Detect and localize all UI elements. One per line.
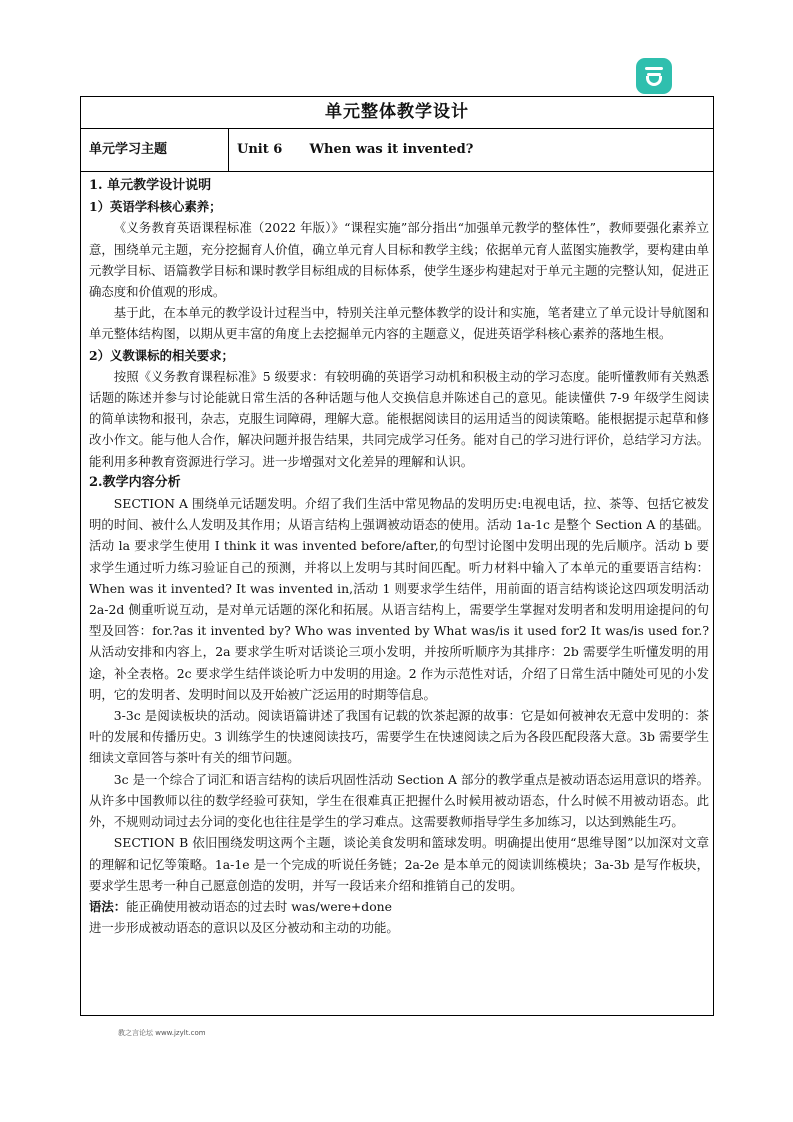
paragraph: 按照《义务教育课程标准》5 级要求：有较明确的英语学习动机和积极主动的学习态度。能听懂教师有关熟悉话题的陈述并参与讨论能就日常生活的各种话题与他人交换信息并陈述自己的意见。能读懂供 7-9 年级学生阅读的简单读物和报刊，杂志，克服生词障碍，理解大意。能根据阅读目的运用适当的阅读策略。能根据提示起草和修改小作文。能与他人合作，解决问题并报告结果，共同完成学习任务。能对自己的学习进行评价，总结学习方法。能利用多种教育资源进行学习。进一步增强对文化差异的理解和认识。 <box>89 368 709 469</box>
grammar-label: 语法： <box>89 898 127 914</box>
paragraph: 基于此，在本单元的教学设计过程当中，特别关注单元整体教学的设计和实施，笔者建立了单元设计导航图和单元整体结构图，以期从更丰富的角度上去挖掘单元内容的主题意义，促进英语学科核心素养的落地生根。 <box>89 305 709 342</box>
paragraph: SECTION A 围绕单元话题发明。介绍了我们生活中常见物品的发明历史:电视电话，拉、茶等、包括它被发明的时间、被什么人发明及其作用；从语言结构上强调被动语态的使用。活动 1a-1c 是整个 Section A 的基础。活动 la 要求学生使用 I think it was invented before/after,的句型讨论图中发明出现的先后顺序。活动 b 要求学生通过听力练习验证自己的预测，并将以上发明与其时间匹配。听力材料中输入了本单元的重要语言结构：When was it invented? It was invented in,活动 1 则要求学生结伴，用前面的语言结构谈论这四项发明活动 2a-2d 侧重听说互动，是对单元话题的深化和拓展。从语言结构上，需要学生掌握对发明者和发明用途提问的句型及回答：for.?as it invented by? Who was invented by What was/is it used for2 It was/is used for.?从活动安排和内容上，2a 要求学生听对话谈论三项小发明，并按所听顺序为其排序：2b 需要学生听懂发明的用途，补全表格。2c 要求学生结伴谈论听力中发明的用途。2 作为示范性对话，介绍了日常生活中随处可见的小发明，它的发明者、发明时间以及开始被广泛运用的时期等信息。 <box>89 496 709 702</box>
subsection-2-heading: 2）义教课标的相关要求； <box>89 347 234 363</box>
paragraph: 进一步形成被动语态的意识以及区分被动和主动的功能。 <box>89 920 399 936</box>
page-title: 单元整体教学设计 <box>81 97 713 129</box>
paragraph: SECTION B 依旧围绕发明这两个主题，谈论美食发明和篮球发明。明确提出使用“思维导图”以加深对文章的理解和记忆等策略。1a-1e 是一个完成的听说任务链；2a-2e 是本单元的阅读训练模块；3a-3b 是写作板块，要求学生思考一种自己愿意创造的发明，并写一段话来介绍和推销自己的发明。 <box>89 835 709 893</box>
section-1-heading: 1. 单元教学设计说明 <box>89 178 212 193</box>
section-2-heading: 2.教学内容分析 <box>89 474 181 490</box>
document-table <box>80 96 714 1016</box>
grammar-line <box>89 896 709 917</box>
paragraph: 《义务教育英语课程标准（2022 年版）》“课程实施”部分指出“加强单元教学的整体性”，教师要强化素养立意，围绕单元主题，充分挖掘育人价值，确立单元育人目标和教学主线；依据单元育人蓝图实施教学，要构建由单元教学目标、语篇教学目标和课时教学目标组成的目标体系，使学生逐步构建起对于单元主题的完整认知，促进正确态度和价值观的形成。 <box>89 220 709 300</box>
grammar-text: 能正确使用被动语态的过去时 was/were+done <box>126 898 392 914</box>
subsection-1-heading: 1）英语学科核心素养； <box>89 199 222 215</box>
footer-watermark: 教之言论坛 www.jzylt.com <box>118 1029 206 1037</box>
topic-label: 单元学习主题 <box>81 128 229 171</box>
content-body <box>89 175 709 938</box>
topic-row <box>81 128 713 172</box>
logo-icon <box>636 58 672 94</box>
topic-value: Unit 6 When was it invented? <box>237 142 474 157</box>
paragraph: 3-3c 是阅读板块的活动。阅读语篇讲述了我国有记载的饮茶起源的故事：它是如何被神农无意中发明的：茶叶的发展和传播历史。3 训练学生的快速阅读技巧，需要学生在快速阅读之后为各段匹配段落大意。3b 需要学生细读文章回答与茶叶有关的细节问题。 <box>89 708 709 766</box>
paragraph: 3c 是一个综合了词汇和语言结构的读后巩固性活动 Section A 部分的教学重点是被动语态运用意识的塔养。从许多中国教师以往的数学经验可获知，学生在很难真正把握什么时候用被动语态，什么时候不用被动语态。此外，不规则动词过去分词的变化也往往是学生的学习难点。这需要教师指导学生多加练习，以达到熟能生巧。 <box>89 771 709 830</box>
